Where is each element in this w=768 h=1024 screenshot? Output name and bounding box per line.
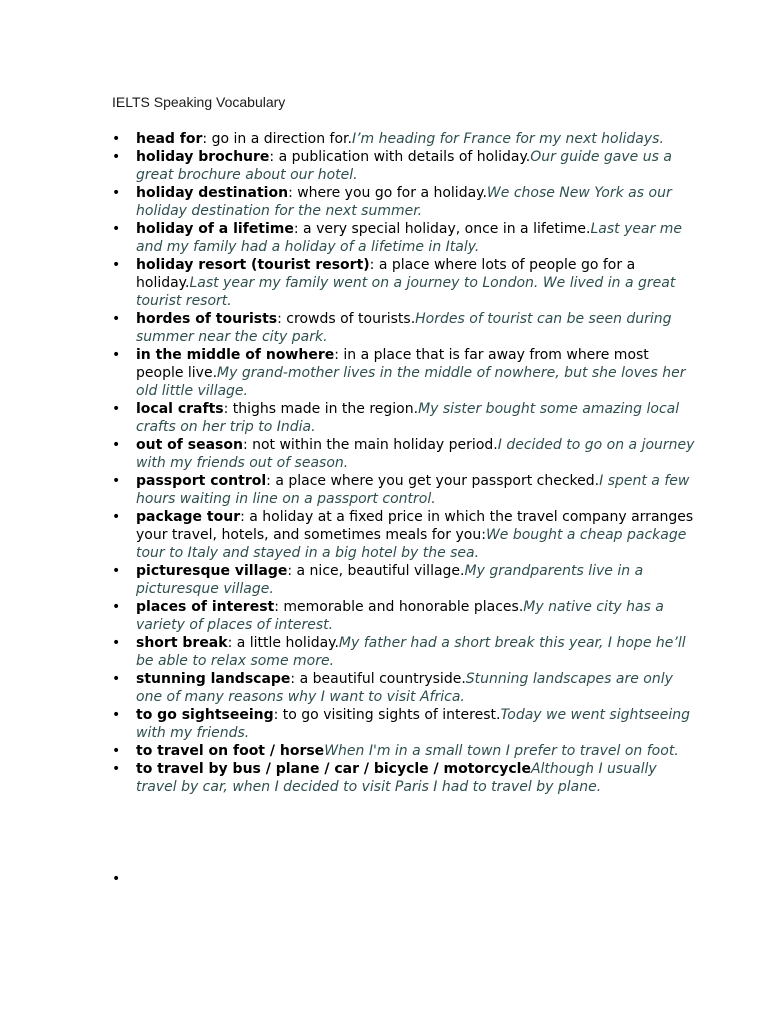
empty-list-bullet: • — [112, 871, 121, 887]
vocab-example: I’m heading for France for my next holidays. — [351, 131, 664, 147]
vocab-example: Stunning landscapes are only one of many reasons why I want to visit Africa. — [136, 671, 673, 705]
list-item — [0, 220, 768, 256]
vocab-definition: : not within the main holiday period. — [242, 437, 498, 453]
vocab-term: to travel on foot / horse — [136, 743, 325, 759]
vocab-example: Although I usually travel by car, when I decided to visit Paris I had to travel by plane. — [136, 761, 657, 795]
list-item — [0, 130, 768, 148]
list-item — [0, 184, 768, 220]
bullet-point: • — [112, 185, 121, 201]
list-item — [0, 148, 768, 184]
vocab-example: We bought a cheap package tour to Italy and stayed in a big hotel by the sea. — [136, 527, 687, 561]
vocab-term: in the middle of nowhere — [136, 347, 335, 363]
vocab-example: We chose New York as our holiday destination for the next summer. — [136, 185, 672, 219]
list-item — [0, 310, 768, 346]
vocab-term: out of season — [136, 437, 243, 453]
bullet-point: • — [112, 221, 121, 237]
vocab-definition: : memorable and honorable places. — [274, 599, 524, 615]
vocabulary-list — [0, 130, 768, 796]
bullet-point: • — [112, 257, 121, 273]
vocab-term: holiday of a lifetime — [136, 221, 294, 237]
list-item — [0, 346, 768, 400]
vocab-term: short break — [136, 635, 228, 651]
vocab-example: Hordes of tourist can be seen during summer near the city park. — [136, 311, 672, 345]
vocab-term: hordes of tourists — [136, 311, 278, 327]
bullet-point: • — [112, 599, 121, 615]
vocab-definition: : a little holiday. — [227, 635, 339, 651]
vocab-term: to go sightseeing — [136, 707, 274, 723]
vocab-term: to travel by bus / plane / car / bicycle / motorcycle — [136, 761, 531, 777]
vocab-example: My grand-mother lives in the middle of nowhere, but she loves her old little village. — [136, 365, 686, 399]
vocab-term: holiday brochure — [136, 149, 270, 165]
vocab-example: I spent a few hours waiting in line on a passport control. — [136, 473, 690, 507]
vocab-definition: : a very special holiday, once in a lifetime. — [293, 221, 591, 237]
bullet-point: • — [112, 635, 121, 651]
bullet-point: • — [112, 347, 121, 363]
vocab-definition: : to go visiting sights of interest. — [273, 707, 501, 723]
vocab-definition: : a place where lots of people go for a holiday. — [136, 257, 636, 291]
vocab-example: Last year me and my family had a holiday of a lifetime in Italy. — [136, 221, 683, 255]
list-item — [0, 670, 768, 706]
vocab-example: When I'm in a small town I prefer to travel on foot. — [324, 743, 679, 759]
list-item — [0, 436, 768, 472]
vocab-term: local crafts — [136, 401, 224, 417]
vocab-term: head for — [136, 131, 203, 147]
vocab-definition: : a publication with details of holiday. — [269, 149, 531, 165]
list-item — [0, 634, 768, 670]
vocab-example: Today we went sightseeing with my friends. — [136, 707, 691, 741]
bullet-point: • — [112, 509, 121, 525]
vocab-definition: : where you go for a holiday. — [288, 185, 487, 201]
bullet-point: • — [112, 671, 121, 687]
vocab-term: package tour — [136, 509, 241, 525]
list-item — [0, 400, 768, 436]
vocab-example: My father had a short break this year, I hope he’ll be able to relax some more. — [136, 635, 686, 669]
vocab-term: holiday destination — [136, 185, 289, 201]
vocab-definition: : a nice, beautiful village. — [287, 563, 465, 579]
bullet-point: • — [112, 707, 121, 723]
list-item — [0, 742, 768, 760]
bullet-point: • — [112, 761, 121, 777]
bullet-point: • — [112, 563, 121, 579]
list-item — [0, 256, 768, 310]
vocab-definition: : a place where you get your passport checked. — [266, 473, 600, 489]
vocab-example: My grandparents live in a picturesque village. — [136, 563, 644, 597]
vocab-example: I decided to go on a journey with my friends out of season. — [136, 437, 695, 471]
list-item — [0, 472, 768, 508]
bullet-point: • — [112, 149, 121, 165]
vocab-term: holiday resort (tourist resort) — [136, 257, 370, 273]
vocab-term: stunning landscape — [136, 671, 291, 687]
bullet-point: • — [112, 437, 121, 453]
vocab-term: picturesque village — [136, 563, 288, 579]
bullet-point: • — [112, 401, 121, 417]
list-item — [0, 706, 768, 742]
vocab-example: Last year my family went on a journey to London. We lived in a great tourist resort. — [136, 275, 676, 309]
vocab-definition: : crowds of tourists. — [277, 311, 416, 327]
vocab-term: passport control — [136, 473, 267, 489]
bullet-point: • — [112, 743, 121, 759]
vocab-example: My sister bought some amazing local crafts on her trip to India. — [136, 401, 680, 435]
vocab-example: My native city has a variety of places of interest. — [136, 599, 664, 633]
list-item — [0, 760, 768, 796]
vocab-definition: : thighs made in the region. — [223, 401, 419, 417]
bullet-point: • — [112, 131, 121, 147]
vocab-term: places of interest — [136, 599, 275, 615]
vocab-example: Our guide gave us a great brochure about our hotel. — [136, 149, 672, 183]
bullet-point: • — [112, 311, 121, 327]
bullet-point: • — [112, 473, 121, 489]
vocab-definition: : in a place that is far away from where most people live. — [136, 347, 649, 381]
list-item — [0, 562, 768, 598]
vocab-definition: : go in a direction for. — [202, 131, 352, 147]
list-item — [0, 508, 768, 562]
page-title: IELTS Speaking Vocabulary — [112, 94, 286, 110]
list-item — [0, 598, 768, 634]
vocab-definition: : a holiday at a fixed price in which the travel company arranges your travel, hotels, and sometimes meals for you: — [136, 509, 694, 543]
vocab-definition: : a beautiful countryside. — [290, 671, 466, 687]
